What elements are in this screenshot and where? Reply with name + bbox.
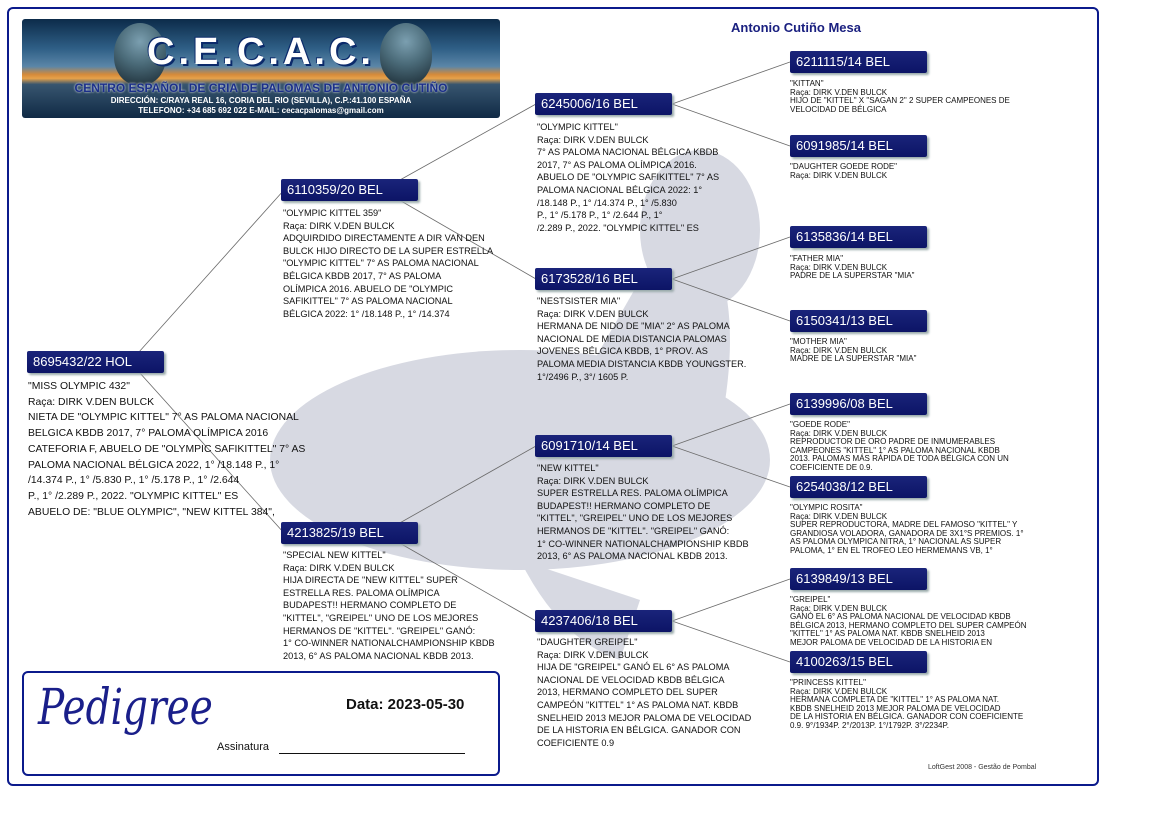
info-line: GRANDIOSA VOLADORA, GANADORA DE 3X1°S PREMIOS. 1°	[790, 528, 1024, 538]
brand-title: C.E.C.A.C.	[147, 31, 375, 73]
dam-dam-info	[537, 636, 762, 749]
info-line: SUPER ESTRELLA RES. PALOMA OLÍMPICA	[537, 488, 728, 499]
info-line: 2013. PALOMAS MÁS RÁPIDA DE TODA BÉLGICA CON UN	[790, 454, 1009, 464]
info-line: Raça: DIRK V.DEN BULCK	[790, 428, 888, 438]
info-line: COEFICIENTE 0.9	[537, 737, 615, 748]
sire-dam-ring-tag[interactable]: 6173528/16 BEL	[535, 268, 672, 290]
info-line: HERMANA COMPLETA DE "KITTEL" 1° AS PALOMA NAT.	[790, 695, 999, 705]
info-line: BÉLGICA 2022: 1° /18.148 P., 1° /14.374	[283, 308, 450, 319]
signature-line[interactable]	[279, 753, 465, 754]
ggp-info-6	[790, 504, 1050, 556]
sire-ring-tag[interactable]: 6110359/20 BEL	[281, 179, 418, 201]
info-line: "NESTSISTER MIA"	[537, 296, 621, 306]
dam-sire-ring-tag[interactable]: 6091710/14 BEL	[535, 435, 672, 457]
info-line: Raça: DIRK V.DEN BULCK	[283, 220, 395, 231]
info-line: 1° CO-WINNER NATIONALCHAMPIONSHIP KBDB	[537, 538, 749, 549]
info-line: "OLYMPIC KITTEL" 7° AS PALOMA NACIONAL	[283, 258, 479, 269]
info-line: "GREIPEL"	[790, 595, 831, 604]
subject-ring-tag[interactable]: 8695432/22 HOL	[27, 351, 164, 373]
info-line: Raça: DIRK V.DEN BULCK	[28, 396, 155, 408]
dam-sire-info	[537, 462, 762, 563]
info-line: NACIONAL DE MEDIA DISTANCIA PALOMAS	[537, 333, 727, 344]
ggp-ring-tag-1[interactable]: 6211115/14 BEL	[790, 51, 927, 73]
info-line: NIETA DE "OLYMPIC KITTEL" 7° AS PALOMA NACIONAL	[28, 412, 299, 424]
info-line: ADQUIRDIDO DIRECTAMENTE A DIR VAN DEN	[283, 233, 485, 244]
info-line: PALOMA NACIONAL BÉLGICA 2022: 1°	[537, 184, 703, 195]
info-line: BELGICA KBDB 2017, 7° PALOMA OLÍMPICA 2016	[28, 428, 269, 440]
dam-dam-ring-tag[interactable]: 4237406/18 BEL	[535, 610, 672, 632]
info-line: GANÓ EL 6° AS PALOMA NACIONAL DE VELOCIDAD KBDB	[790, 612, 1011, 622]
info-line: Raça: DIRK V.DEN BULCK	[537, 649, 649, 660]
info-line: 2013, 6° AS PALOMA NACIONAL KBDB 2013.	[537, 551, 728, 562]
subject-info	[28, 379, 328, 520]
info-line: /2.289 P., 2022. "OLYMPIC KITTEL" ES	[537, 222, 699, 233]
info-line: BUDAPEST!! HERMANO COMPLETO DE	[283, 600, 457, 611]
sire-sire-info	[537, 121, 762, 234]
info-line: "NEW KITTEL"	[537, 463, 599, 473]
info-line: SNELHEID 2013 MEJOR PALOMA DE VELOCIDAD	[537, 712, 752, 723]
ggp-info-8	[790, 679, 1050, 731]
info-line: "KITTEL", "GREIPEL" UNO DE LOS MEJORES	[283, 612, 479, 623]
info-line: "OLYMPIC KITTEL 359"	[283, 208, 382, 218]
ggp-ring-tag-4[interactable]: 6150341/13 BEL	[790, 310, 927, 332]
info-line: KBDB SNELHEID 2013 MEJOR PALOMA DE VELOCIDAD	[790, 703, 1001, 713]
info-line: 2013, HERMANO COMPLETO DEL SUPER	[537, 687, 718, 698]
ggp-info-2	[790, 163, 1050, 180]
info-line: P., 1° /5.178 P., 1° /2.644 P., 1°	[537, 210, 663, 221]
ggp-info-3	[790, 255, 1050, 281]
pedigree-date: Data: 2023-05-30	[346, 696, 465, 713]
info-line: "OLYMPIC KITTEL"	[537, 122, 618, 132]
info-line: DE LA HISTORIA EN BÉLGICA. GANADOR CON	[537, 725, 741, 736]
ggp-ring-tag-8[interactable]: 4100263/15 BEL	[790, 651, 927, 673]
dam-info	[283, 549, 508, 662]
ggp-info-5	[790, 421, 1050, 473]
info-line: COEFICIENTE DE 0.9.	[790, 462, 873, 472]
info-line: Raça: DIRK V.DEN BULCK	[790, 603, 888, 613]
info-line: BUDAPEST!! HERMANO COMPLETO DE	[537, 500, 711, 511]
info-line: VELOCIDAD DE BÉLGICA	[790, 104, 887, 114]
sire-dam-info	[537, 295, 762, 383]
info-line: PADRE DE LA SUPERSTAR "MIA"	[790, 271, 915, 281]
info-line: PALOMA MEDIA DISTANCIA KBDB YOUNGSTER.	[537, 358, 747, 369]
info-line: Raça: DIRK V.DEN BULCK	[790, 511, 888, 521]
ggp-ring-tag-2[interactable]: 6091985/14 BEL	[790, 135, 927, 157]
info-line: HIJA DIRECTA DE "NEW KITTEL" SUPER	[283, 575, 458, 586]
info-line: HERMANA DE NIDO DE "MIA" 2° AS PALOMA	[537, 321, 730, 332]
info-line: AS PALOMA OLYMPICA NITRA, 1° NACIONAL AS SUPER	[790, 537, 1002, 547]
ggp-ring-tag-3[interactable]: 6135836/14 BEL	[790, 226, 927, 248]
ggp-info-4	[790, 338, 1050, 364]
info-line: 0.9. 9°/1934P. 2°/2013P. 1°/1792P. 3°/2234P.	[790, 720, 950, 730]
info-line: 2013, 6° AS PALOMA NACIONAL KBDB 2013.	[283, 650, 474, 661]
info-line: BÉLGICA 2013, HERMANO COMPLETO DEL SUPER CAMPEÓN	[790, 620, 1027, 630]
ggp-ring-tag-6[interactable]: 6254038/12 BEL	[790, 476, 927, 498]
info-line: /18.148 P., 1° /14.374 P., 1° /5.830	[537, 197, 677, 208]
info-line: ABUELO DE "OLYMPIC SAFIKITTEL" 7° AS	[537, 172, 720, 183]
info-line: PALOMA, 1° EN EL TROFEO LEO HERMEMANS VB, 1°	[790, 545, 993, 555]
sire-sire-ring-tag[interactable]: 6245006/16 BEL	[535, 93, 672, 115]
info-line: 1°/2496 P., 3°/ 1605 P.	[537, 371, 629, 382]
info-line: ABUELO DE: "BLUE OLYMPIC", "NEW KITTEL 384",	[28, 506, 275, 518]
info-line: P., 1° /2.289 P., 2022. "OLYMPIC KITTEL" ES	[28, 490, 239, 502]
sire-info	[283, 207, 508, 320]
pedigree-title: Pedigree	[38, 678, 213, 736]
info-line: 1° CO-WINNER NATIONALCHAMPIONSHIP KBDB	[283, 638, 495, 649]
owner-name: Antonio Cutiño Mesa	[731, 20, 861, 35]
info-line: Raça: DIRK V.DEN BULCK	[790, 686, 888, 696]
club-logo-banner	[22, 19, 500, 118]
info-line: BULCK HIJO DIRECTO DE LA SUPER ESTRELLA	[283, 245, 494, 256]
info-line: "FATHER MIA"	[790, 254, 844, 263]
info-line: REPRODUCTOR DE ORO PADRE DE INMUMERABLES	[790, 437, 996, 447]
info-line: Raça: DIRK V.DEN BULCK	[283, 562, 395, 573]
ggp-ring-tag-5[interactable]: 6139996/08 BEL	[790, 393, 927, 415]
info-line: DE LA HISTORIA EN BÉLGICA. GANADOR CON COEFICIENTE	[790, 712, 1024, 722]
info-line: "PRINCESS KITTEL"	[790, 678, 866, 687]
info-line: /14.374 P., 1° /5.830 P., 1° /5.178 P., 1° /2.644	[28, 475, 240, 487]
info-line: "MOTHER MIA"	[790, 337, 847, 346]
info-line: CATEFORIA F, ABUELO DE "OLYMPIC SAFIKITTEL" 7° AS	[28, 443, 306, 455]
info-line: Raça: DIRK V.DEN BULCK	[790, 262, 888, 272]
info-line: "SPECIAL NEW KITTEL"	[283, 550, 386, 560]
ggp-info-7	[790, 596, 1050, 648]
ggp-info-1	[790, 80, 1050, 114]
info-line: "OLYMPIC ROSITA"	[790, 503, 863, 512]
info-line: HERMANOS DE "KITTEL". "GREIPEL" GANÓ:	[283, 625, 476, 636]
info-line: HIJO DE "KITTEL" X "SAGAN 2" 2 SUPER CAMPEONES DE	[790, 96, 1010, 106]
ggp-ring-tag-7[interactable]: 6139849/13 BEL	[790, 568, 927, 590]
info-line: CAMPEÓN "KITTEL" 1° AS PALOMA NAT. KBDB	[537, 699, 739, 710]
info-line: CAMPEONES "KITTEL" 1° AS PALOMA NACIONAL KBDB	[790, 445, 1000, 455]
info-line: OLÍMPICA 2016. ABUELO DE "OLYMPIC	[283, 283, 454, 294]
info-line: Raça: DIRK V.DEN BULCK	[537, 475, 649, 486]
info-line: "GOEDE RODE"	[790, 420, 850, 429]
info-line: "KITTAN"	[790, 79, 824, 88]
info-line: Raça: DIRK V.DEN BULCK	[790, 87, 888, 97]
info-line: "KITTEL" 1° AS PALOMA NAT. KBDB SNELHEID 2013	[790, 629, 985, 639]
info-line: "MISS OLYMPIC 432"	[28, 381, 130, 392]
info-line: Raça: DIRK V.DEN BULCK	[790, 170, 888, 180]
software-credit: LoftGest 2008 - Gestão de Pombal	[928, 764, 1037, 771]
info-line: Raça: DIRK V.DEN BULCK	[537, 308, 649, 319]
info-line: "DAUGHTER GREIPEL"	[537, 637, 638, 647]
info-line: "DAUGHTER GOEDE RODE"	[790, 162, 898, 171]
info-line: JOVENES BÉLGICA KBDB, 1° PROV. AS	[537, 346, 708, 357]
info-line: "KITTEL", "GREIPEL" UNO DE LOS MEJORES	[537, 513, 733, 524]
info-line: BÉLGICA KBDB 2017, 7° AS PALOMA	[283, 270, 442, 281]
info-line: Raça: DIRK V.DEN BULCK	[790, 345, 888, 355]
info-line: Raça: DIRK V.DEN BULCK	[537, 134, 649, 145]
info-line: PALOMA NACIONAL BÉLGICA 2022, 1° /18.148 P., 1°	[28, 459, 280, 471]
info-line: NACIONAL DE VELOCIDAD KBDB BÉLGICA	[537, 674, 725, 685]
dam-ring-tag[interactable]: 4213825/19 BEL	[281, 522, 418, 544]
brand-address: DIRECCIÓN: C/RAYA REAL 16, CORIA DEL RIO (SEVILLA), C.P.:41.100 ESPAÑA TELEFONO: +34 685 692 022 E-MAIL: cecacpalomas@gmail.com	[110, 96, 412, 115]
info-line: SUPER REPRODUCTORA, MADRE DEL FAMOSO "KITTEL" Y	[790, 520, 1018, 530]
info-line: MADRE DE LA SUPERSTAR "MIA"	[790, 354, 917, 364]
signature-label: Assinatura	[217, 741, 269, 753]
pedigree-signature-box	[22, 671, 500, 776]
info-line: 7° AS PALOMA NACIONAL BÉLGICA KBDB	[537, 147, 719, 158]
info-line: HERMANOS DE "KITTEL". "GREIPEL" GANÓ:	[537, 525, 730, 536]
info-line: SAFIKITTEL" 7° AS PALOMA NACIONAL	[283, 296, 453, 307]
info-line: 2017, 7° AS PALOMA OLÍMPICA 2016.	[537, 159, 697, 170]
info-line: ESTRELLA RES. PALOMA OLÍMPICA	[283, 587, 440, 598]
brand-subtitle: CENTRO ESPAÑOL DE CRIA DE PALOMAS DE ANTONIO CUTIÑO	[74, 81, 448, 95]
info-line: HIJA DE "GREIPEL" GANÓ EL 6° AS PALOMA	[537, 662, 730, 673]
info-line: MEJOR PALOMA DE VELOCIDAD DE LA HISTORIA EN	[790, 637, 992, 647]
